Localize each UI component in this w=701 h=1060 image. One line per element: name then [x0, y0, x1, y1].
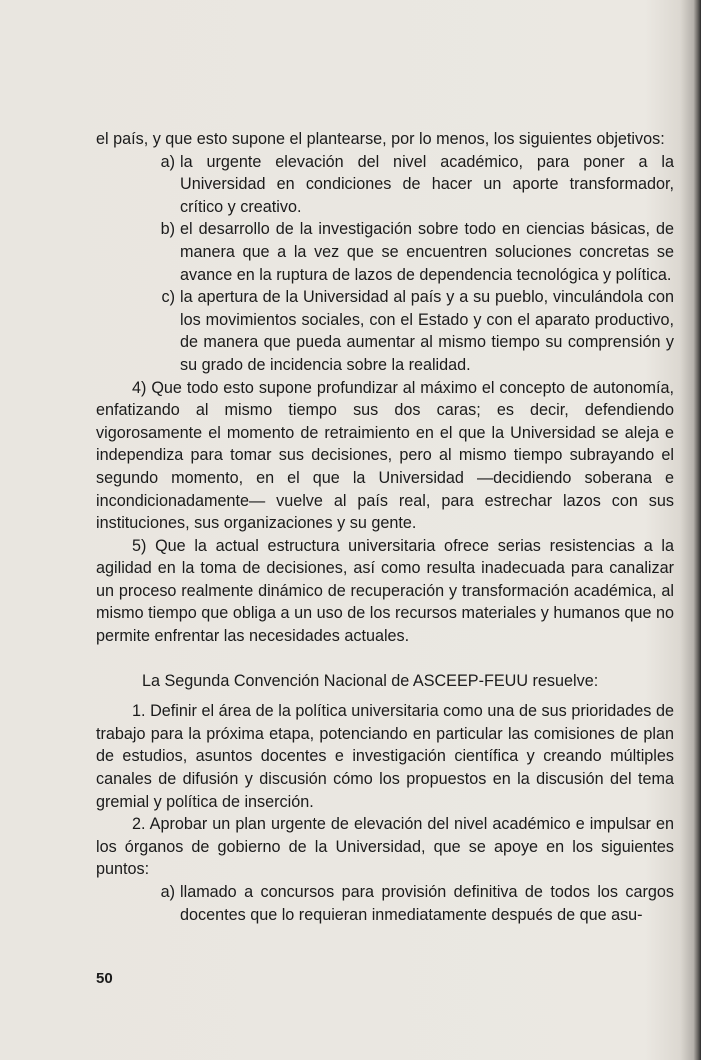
resolution-heading: La Segunda Convención Nacional de ASCEEP-FEUU resuelve:	[142, 671, 599, 690]
page-number: 50	[96, 970, 113, 987]
resolution-1-paragraph: 1. Definir el área de la política universitaria como una de sus prioridades de trabajo para la próxima etapa, potenciando en particular las comisiones de plan de estudios, asuntos docentes e investigación científica y creando múltiples canales de difusión y discusión cómo los propuestos en la discusión del tema gremial y política de inserción.	[96, 702, 674, 811]
objective-item	[96, 286, 674, 376]
resolution-2a-item	[96, 881, 674, 926]
item-text: la urgente elevación del nivel académico, para poner a la Universidad en condiciones de hacer un aporte transformador, crítico y creativo.	[180, 152, 674, 216]
item-label: b)	[160, 220, 175, 239]
item-label: a)	[160, 152, 175, 171]
page-edge-shadow	[693, 0, 701, 1060]
resolution-2-paragraph: 2. Aprobar un plan urgente de elevación del nivel académico e impulsar en los órganos de gobierno de la Universidad, que se apoye en los siguientes puntos:	[96, 815, 674, 879]
item-text: la apertura de la Universidad al país y a su pueblo, vinculándola con los movimientos sociales, con el Estado y con el aparato productivo, de manera que pueda aumentar al mismo tiempo su comprensión y su grado de incidencia sobre la realidad.	[180, 288, 674, 374]
objective-item	[96, 218, 674, 286]
item-text: llamado a concursos para provisión definitiva de todos los cargos docentes que lo requieran inmediatamente después de que asu-	[180, 883, 674, 924]
intro-paragraph: el país, y que esto supone el plantearse, por lo menos, los siguientes objetivos:	[96, 130, 665, 148]
objective-item	[96, 151, 674, 219]
point-4-paragraph: 4) Que todo esto supone profundizar al máximo el concepto de autonomía, enfatizando al mismo tiempo sus dos caras; es decir, defendiendo vigorosamente el momento de retraimiento en el que la Universidad se aleja e independiza para tomar sus decisiones, pero al mismo tiempo subrayando el segundo momento, en el que la Universidad —decidiendo soberana e incondicionadamente— vuelve al país real, para estrechar lazos con sus instituciones, sus organizaciones y su gente.	[96, 378, 674, 533]
item-label: c)	[161, 288, 175, 307]
point-5-paragraph: 5) Que la actual estructura universitaria ofrece serias resistencias a la agilidad en la toma de decisiones, así como resulta inadecuada para canalizar un proceso realmente dinámico de recuperación y transformación académica, al mismo tiempo que obliga a un uso de los recursos materiales y humanos que no permite enfrentar las necesidades actuales.	[96, 536, 674, 646]
item-label: a)	[160, 883, 175, 901]
item-text: el desarrollo de la investigación sobre todo en ciencias básicas, de manera que a la vez que se encuentren soluciones concretas se avance en la ruptura de lazos de dependencia tecnológica y política.	[180, 220, 674, 284]
body-text	[96, 128, 674, 926]
